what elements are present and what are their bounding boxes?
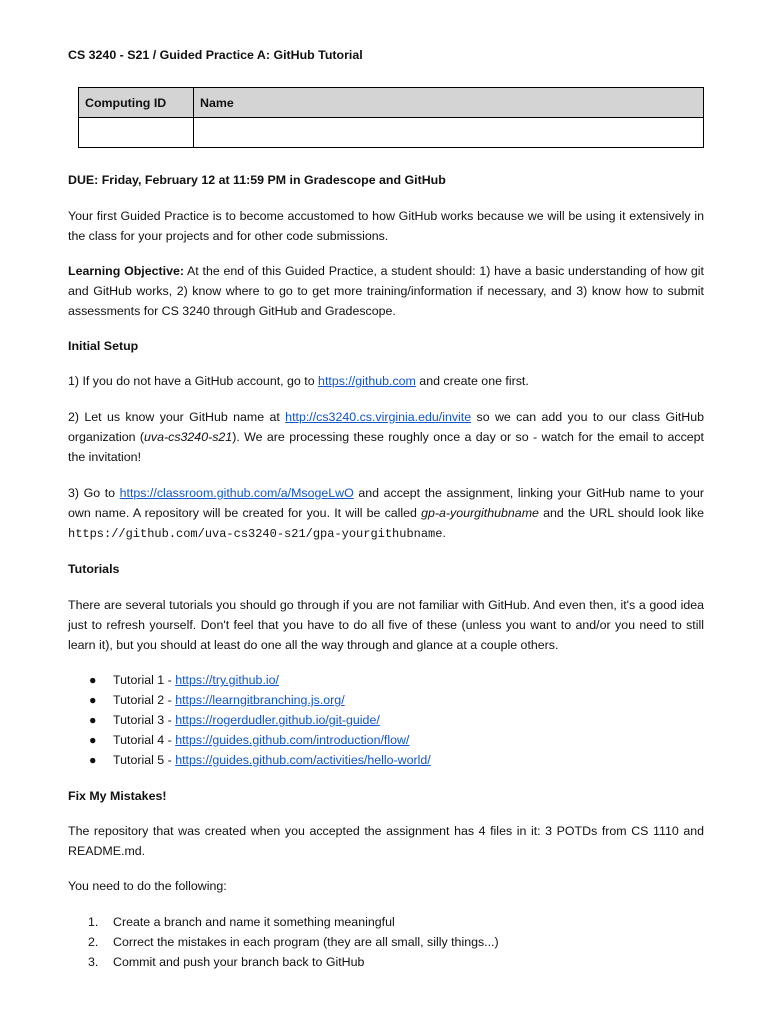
- bullet-icon: ●: [89, 733, 97, 747]
- step3-text-mid: and accept the assignment, linking your GitHub name to your own name. A repository will be created for you. It will be called: [68, 486, 704, 520]
- intro-paragraph: Your first Guided Practice is to become accustomed to how GitHub works because we will be using it extensively in the class for your projects and for other code submissions.: [68, 209, 704, 243]
- org-name: uva-cs3240-s21: [144, 430, 233, 444]
- mistakes-paragraph: The repository that was created when you accepted the assignment has 4 files in it: 3 POTDs from CS 1110 and README.md.: [68, 824, 704, 858]
- list-item: [68, 932, 704, 952]
- bullet-icon: ●: [89, 673, 97, 687]
- fix-mistakes-heading: Fix My Mistakes!: [68, 789, 167, 803]
- step-number: 3.: [88, 955, 99, 969]
- step2-text-mid: so we can add you to our class GitHub organization (: [68, 410, 705, 444]
- setup-step-1: [68, 371, 704, 391]
- step1-text: 1) If you do not have a GitHub account, go to: [68, 374, 319, 388]
- repo-url: https://github.com/uva-cs3240-s21/gpa-yourgithubname: [68, 527, 443, 541]
- list-item: [68, 952, 704, 972]
- initial-setup-heading: Initial Setup: [68, 339, 139, 353]
- name-header: Name: [194, 88, 704, 118]
- tutorial-label: Tutorial 2 -: [113, 693, 176, 707]
- due-date: DUE: Friday, February 12 at 11:59 PM in Gradescope and GitHub: [68, 173, 446, 187]
- document-title: CS 3240 - S21 / Guided Practice A: GitHub Tutorial: [68, 48, 363, 62]
- invite-link[interactable]: http://cs3240.cs.virginia.edu/invite: [285, 410, 472, 424]
- repo-name: gp-a-yourgithubname: [421, 506, 539, 520]
- setup-step-3: [68, 483, 704, 544]
- bullet-icon: ●: [89, 713, 97, 727]
- tutorial-label: Tutorial 5 -: [113, 753, 176, 767]
- tutorials-heading: Tutorials: [68, 562, 120, 576]
- list-item: [68, 690, 704, 710]
- tutorial-5-link[interactable]: https://guides.github.com/activities/hello-world/: [175, 753, 431, 767]
- setup-step-2: [68, 407, 704, 467]
- tutorial-4-link[interactable]: https://guides.github.com/introduction/flow/: [175, 733, 410, 747]
- bullet-icon: ●: [89, 753, 97, 767]
- step1-text-end: and create one first.: [415, 374, 529, 388]
- step2-text: 2) Let us know your GitHub name at: [68, 410, 286, 424]
- step-number: 2.: [88, 935, 99, 949]
- list-item: [68, 912, 704, 932]
- list-item: [68, 670, 704, 690]
- step3-text: 3) Go to: [68, 486, 120, 500]
- computing-id-cell[interactable]: [79, 118, 194, 148]
- step3-text-mid2: and the URL should look like: [538, 506, 704, 520]
- list-item: [68, 710, 704, 730]
- todo-steps: [68, 912, 704, 972]
- list-item: [68, 750, 704, 770]
- objective-label: Learning Objective:: [68, 264, 184, 278]
- tutorial-1-link[interactable]: https://try.github.io/: [175, 673, 279, 687]
- step3-text-end: .: [442, 526, 446, 540]
- step-text: Correct the mistakes in each program (they are all small, silly things...): [113, 935, 499, 949]
- tutorial-2-link[interactable]: https://learngitbranching.js.org/: [175, 693, 345, 707]
- tutorial-label: Tutorial 1 -: [113, 673, 176, 687]
- tutorials-paragraph: There are several tutorials you should go through if you are not familiar with GitHub. And even then, it's a good idea just to refresh yourself. Don't feel that you have to do all five of these (unless you want to and/or you need to still learn it), but you should at least do one all the way through and glance at a couple others.: [68, 598, 704, 652]
- tutorial-label: Tutorial 3 -: [113, 713, 176, 727]
- tutorial-label: Tutorial 4 -: [113, 733, 176, 747]
- computing-id-header: Computing ID: [79, 88, 194, 118]
- github-link[interactable]: https://github.com: [318, 374, 416, 388]
- classroom-link[interactable]: https://classroom.github.com/a/MsogeLwO: [119, 486, 354, 500]
- name-cell[interactable]: [194, 118, 704, 148]
- tutorial-list: [68, 670, 704, 770]
- step-number: 1.: [88, 915, 99, 929]
- step-text: Commit and push your branch back to GitHub: [113, 955, 365, 969]
- learning-objective: [68, 261, 704, 321]
- objective-text: At the end of this Guided Practice, a student should: 1) have a basic understanding of how git and GitHub works, 2) know where to go to get more training/information if necessary, and 3) know how to submit assessments for CS 3240 through GitHub and Gradescope.: [68, 264, 704, 318]
- tutorial-3-link[interactable]: https://rogerdudler.github.io/git-guide/: [175, 713, 380, 727]
- bullet-icon: ●: [89, 693, 97, 707]
- step-text: Create a branch and name it something meaningful: [113, 915, 395, 929]
- student-id-table: [78, 87, 704, 148]
- todo-intro: You need to do the following:: [68, 879, 227, 893]
- list-item: [68, 730, 704, 750]
- step2-text-end: ). We are processing these roughly once a day or so - watch for the email to accept the invitation!: [68, 430, 705, 464]
